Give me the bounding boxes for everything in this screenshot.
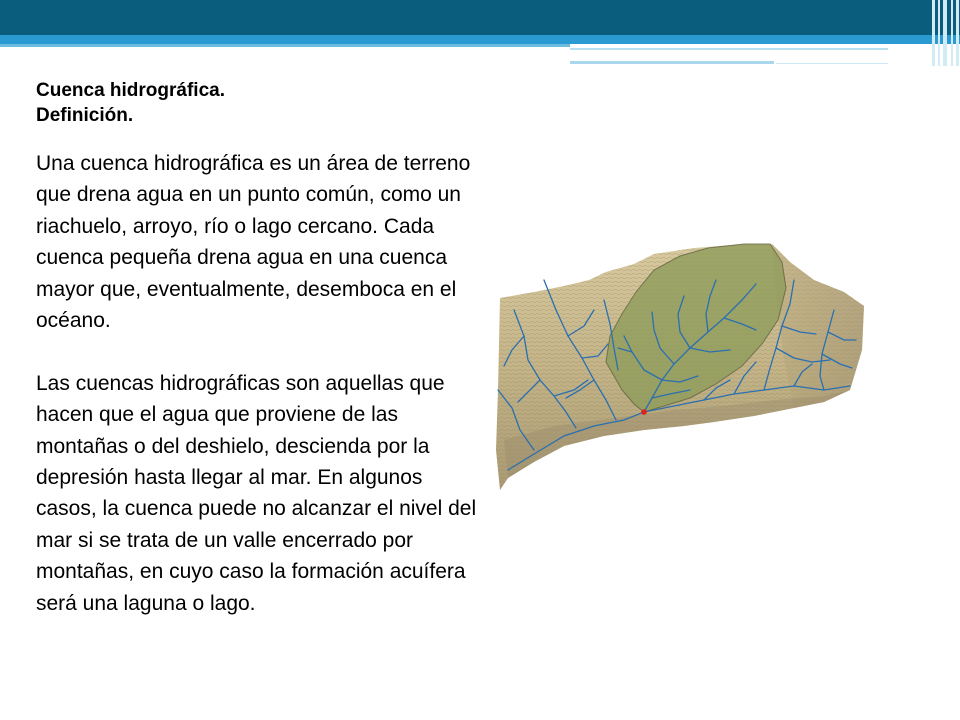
header-vertical-stripes (930, 0, 960, 66)
paragraph-definition: Una cuenca hidrográfica es un área de terreno que drena agua en un punto común, como un riachuelo, arroyo, río o lago cercano. Cada cuenca pequeña drena agua en una cuenca mayor que, eventualmente, desemboca en el océano. (36, 152, 471, 333)
header-light-band (0, 44, 570, 47)
slide-body (36, 148, 486, 619)
header-dark-band (0, 0, 960, 35)
header-accent-line (570, 61, 774, 64)
header-blue-band (0, 35, 960, 44)
slide-title (36, 78, 225, 128)
watershed-terrain-illustration (494, 240, 868, 492)
title-line: Cuenca hidrográfica. (36, 80, 225, 101)
outlet-point (641, 409, 647, 415)
header-accent-line (570, 48, 888, 50)
subtitle-line: Definición. (36, 105, 134, 126)
paragraph-description: Las cuencas hidrográficas son aquellas que hacen que el agua que proviene de las montañas o del deshielo, descienda por la depresión hasta llegar al mar. En algunos casos, la cuenca puede no alcanzar el nivel del mar si se trata de un valle encerrado por montañas, en cuyo caso la formación acuífera será una laguna o lago. (36, 371, 477, 615)
header-accent-line (776, 63, 888, 64)
